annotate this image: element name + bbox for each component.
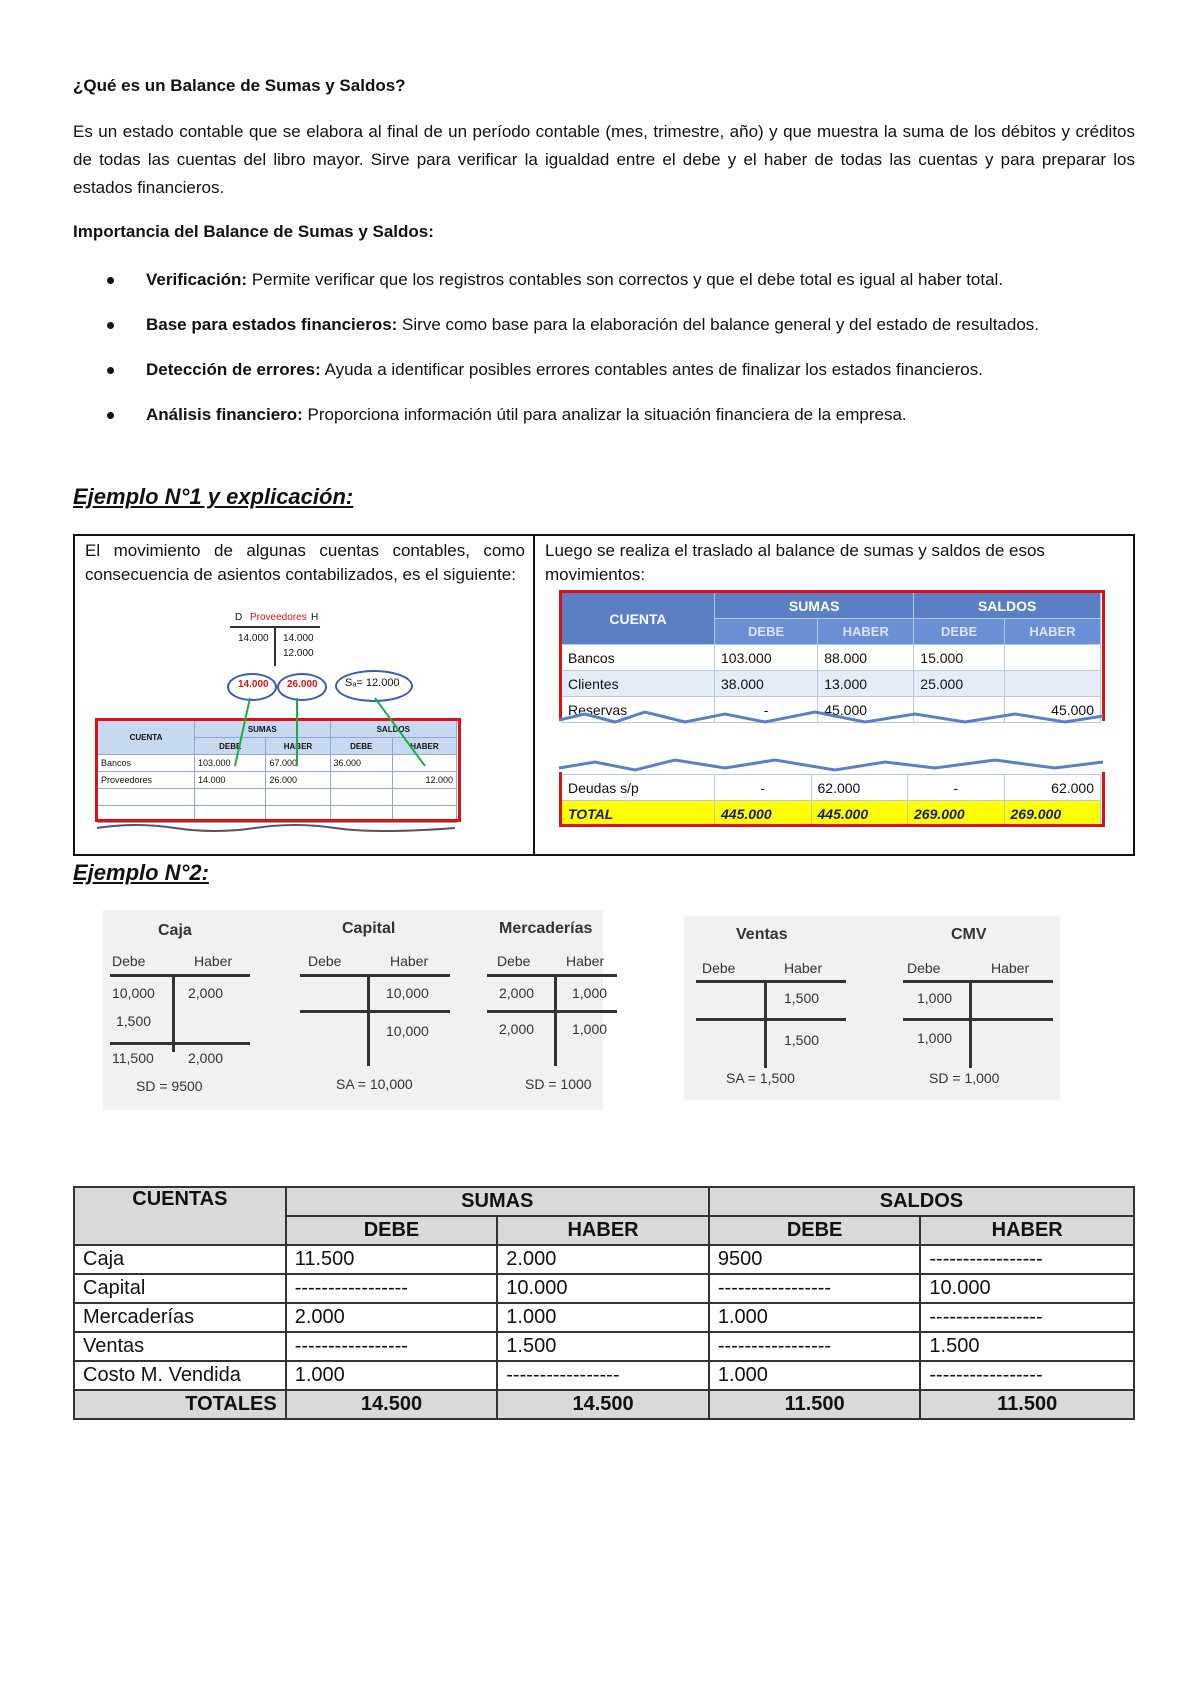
total-cell: 14.500 [286, 1390, 498, 1419]
bb-h-sumas: SUMAS [715, 593, 914, 619]
table-cell: 25.000 [914, 671, 1005, 697]
bb-h-debe: DEBE [914, 619, 1005, 645]
debe-label: Debe [112, 953, 146, 969]
table-cell: ----------------- [709, 1274, 921, 1303]
t-account-caja [110, 920, 260, 1100]
table-cell: ----------------- [286, 1332, 498, 1361]
example1-right-text: Luego se realiza el traslado al balance de sumas y saldos de esos movimientos: [545, 541, 1045, 584]
saldo-value: SD = 1,000 [929, 1070, 1000, 1086]
table-cell: 1.000 [709, 1361, 921, 1390]
sb-h-haber: HABER [266, 738, 330, 755]
header-haber: HABER [497, 1216, 709, 1245]
table-cell: 1.500 [497, 1332, 709, 1361]
table-row [74, 1361, 1134, 1390]
table-cell: 45.000 [1004, 697, 1100, 723]
table-cell: 9500 [709, 1245, 921, 1274]
table-cell: ----------------- [920, 1361, 1134, 1390]
haber-value: 2,000 [188, 985, 224, 1001]
bullet-text: Ayuda a identificar posibles errores contables antes de finalizar los estados financieros. [320, 360, 983, 379]
table-cell: 1.000 [286, 1361, 498, 1390]
haber-value: 1,500 [784, 990, 820, 1006]
table-cell: 103.000 [195, 755, 266, 772]
table-cell: ----------------- [920, 1303, 1134, 1332]
t-account-ventas [696, 924, 866, 1094]
sb-h-saldos: SALDOS [330, 721, 456, 738]
account-name: Caja [158, 922, 192, 939]
header-cuentas: CUENTAS [74, 1187, 286, 1245]
table-row [74, 1274, 1134, 1303]
account-name: CMV [951, 926, 987, 943]
table-cell: 26.000 [266, 772, 330, 789]
t-account-debe-1: 14.000 [238, 633, 269, 644]
bullet-icon [107, 412, 114, 419]
table-cell: 1.500 [920, 1332, 1134, 1361]
bullet-term: Análisis financiero: [146, 405, 303, 424]
arrows-overlay [75, 536, 533, 854]
table-cell: 62.000 [811, 775, 908, 801]
saldo-value: SA = 1,500 [726, 1070, 795, 1086]
table-cell: 11.500 [286, 1245, 498, 1274]
t-account-haber-1: 14.000 [283, 633, 314, 644]
table-cell: ----------------- [286, 1274, 498, 1303]
table-cell: 88.000 [818, 645, 914, 671]
header-saldos: SALDOS [709, 1187, 1134, 1216]
table-cell: Deudas s/p [562, 775, 715, 801]
debe-label: Debe [702, 960, 736, 976]
example1-right-panel [535, 536, 1133, 854]
table-cell: ----------------- [920, 1245, 1134, 1274]
t-vline [367, 974, 370, 1066]
haber-total: 2,000 [188, 1050, 224, 1066]
table-cell: 67.000 [266, 755, 330, 772]
haber-total: 10,000 [386, 1023, 429, 1039]
debe-value: 1,000 [917, 990, 953, 1006]
table-cell: 38.000 [715, 671, 818, 697]
sb-h-sumas: SUMAS [195, 721, 331, 738]
t-hline [903, 980, 1053, 983]
sb-h-haber: HABER [392, 738, 456, 755]
importance-title: Importancia del Balance de Sumas y Saldos: [73, 222, 434, 241]
bullet-icon [107, 367, 114, 374]
table-cell: 15.000 [914, 645, 1005, 671]
haber-label: Haber [390, 953, 429, 969]
t-vline [764, 980, 767, 1068]
table-cell: Mercaderías [74, 1303, 286, 1332]
header-sumas: SUMAS [286, 1187, 709, 1216]
bullet-text: Sirve como base para la elaboración del balance general y del estado de resultados. [397, 315, 1040, 334]
table-cell: Costo M. Vendida [74, 1361, 286, 1390]
table-cell: 1.000 [497, 1303, 709, 1332]
table-cell: Clientes [562, 671, 715, 697]
t-vline [554, 974, 557, 1066]
bullet-text: Proporciona información útil para analizar la situación financiera de la empresa. [302, 405, 907, 424]
account-name: Ventas [736, 926, 788, 943]
table-cell: Proveedores [98, 772, 195, 789]
example1-left-panel [75, 536, 535, 854]
table-row [74, 1332, 1134, 1361]
total-cell: 11.500 [709, 1390, 921, 1419]
table-cell: 445.000 [811, 801, 908, 827]
table-row [74, 1245, 1134, 1274]
table-cell: Bancos [98, 755, 195, 772]
bb-h-haber: HABER [818, 619, 914, 645]
bb-h-saldos: SALDOS [914, 593, 1101, 619]
example1-left-text: El movimiento de algunas cuentas contables, como consecuencia de asientos contabilizados, es el siguiente: [85, 541, 525, 584]
t-account-mercaderias [487, 918, 627, 1098]
table-cell: Capital [74, 1274, 286, 1303]
t-hline [696, 980, 846, 983]
haber-label: Haber [566, 953, 605, 969]
total-cell: 11.500 [920, 1390, 1134, 1419]
haber-total: 1,000 [572, 1021, 608, 1037]
bullet-term: Detección de errores: [146, 360, 321, 379]
table-cell: Bancos [562, 645, 715, 671]
t-vline [172, 974, 175, 1052]
table-cell: 445.000 [715, 801, 812, 827]
header-haber: HABER [920, 1216, 1134, 1245]
t-account-cmv [903, 924, 1063, 1094]
t-account-name: Proveedores [250, 612, 307, 623]
debe-label: Debe [497, 953, 531, 969]
saldo-value: SA = 10,000 [336, 1076, 413, 1092]
bullet-term: Base para estados financieros: [146, 315, 398, 334]
haber-label: Haber [194, 953, 233, 969]
t-hline [110, 974, 250, 977]
sb-h-debe: DEBE [195, 738, 266, 755]
table-cell: - [715, 775, 812, 801]
t-account-capital [300, 918, 460, 1098]
table-cell: Caja [74, 1245, 286, 1274]
example1-title: Ejemplo N°1 y explicación: [73, 484, 354, 509]
balance-table [73, 1186, 1135, 1420]
table-cell: 45.000 [818, 697, 914, 723]
table-cell: 36.000 [330, 755, 392, 772]
table-cell: 13.000 [818, 671, 914, 697]
example2-title: Ejemplo N°2: [73, 860, 209, 885]
bullet-text: Permite verificar que los registros contables son correctos y que el debe total es igual al haber total. [247, 270, 1004, 289]
table-row [562, 775, 1101, 801]
table-cell: ----------------- [709, 1332, 921, 1361]
list-item [73, 266, 1135, 294]
saldo-value: SD = 9500 [136, 1078, 203, 1094]
bb-h-haber: HABER [1004, 619, 1100, 645]
account-name: Capital [342, 920, 396, 937]
table-cell: 269.000 [1004, 801, 1101, 827]
sum-debe-value: 14.000 [238, 679, 269, 690]
debe-label: Debe [308, 953, 342, 969]
list-item [73, 356, 1135, 384]
haber-value: 10,000 [386, 985, 429, 1001]
t-hline [300, 1010, 450, 1013]
t-vline [969, 980, 972, 1068]
totals-row [74, 1390, 1134, 1419]
header-debe: DEBE [709, 1216, 921, 1245]
big-balance-table-bottom [561, 774, 1101, 827]
haber-label: Haber [991, 960, 1030, 976]
table-cell: 10.000 [497, 1274, 709, 1303]
total-cell: 14.500 [497, 1390, 709, 1419]
header-debe: DEBE [286, 1216, 498, 1245]
bullet-term: Verificación: [146, 270, 248, 289]
t-hline [487, 974, 617, 977]
debe-total: 1,000 [917, 1030, 953, 1046]
bb-h-cuenta: CUENTA [562, 593, 715, 645]
question-title: ¿Qué es un Balance de Sumas y Saldos? [73, 76, 406, 95]
haber-label: Haber [784, 960, 823, 976]
table-cell: 14.000 [195, 772, 266, 789]
haber-total: 1,500 [784, 1032, 820, 1048]
table-cell: 2.000 [286, 1303, 498, 1332]
debe-total: 11,500 [112, 1050, 154, 1066]
t-account-h: H [311, 612, 319, 623]
sum-haber-value: 26.000 [287, 679, 318, 690]
table-cell: 62.000 [1004, 775, 1101, 801]
saldo-value: Sₐ= 12.000 [345, 677, 400, 689]
t-account-haber-2: 12.000 [283, 648, 314, 659]
t-hline [903, 1018, 1053, 1021]
table-row [562, 801, 1101, 827]
t-hline [696, 1018, 846, 1021]
table-cell: 10.000 [920, 1274, 1134, 1303]
haber-value: 1,000 [572, 985, 608, 1001]
table-cell: TOTAL [562, 801, 715, 827]
debe-label: Debe [907, 960, 941, 976]
sb-h-cuenta: CUENTA [98, 721, 195, 755]
table-row [74, 1303, 1134, 1332]
totals-label: TOTALES [74, 1390, 286, 1419]
table-cell: Reservas [562, 697, 715, 723]
intro-paragraph: Es un estado contable que se elabora al final de un período contable (mes, trimestre, año) y que muestra la suma de los débitos y créditos de todas las cuentas del libro mayor. Sirve para verificar la igualdad entre el debe y el haber de todas las cuentas y para preparar los estados financieros. [73, 122, 1135, 197]
account-name: Mercaderías [499, 920, 593, 937]
debe-value: 10,000 [112, 985, 155, 1001]
table-cell: 103.000 [715, 645, 818, 671]
t-hline [487, 1010, 617, 1013]
table-cell: 12.000 [392, 772, 456, 789]
bullet-icon [107, 277, 114, 284]
debe-value: 2,000 [499, 985, 535, 1001]
t-hline [110, 1042, 250, 1045]
debe-value: 1,500 [116, 1013, 152, 1029]
t-hline [300, 974, 450, 977]
table-cell: - [908, 775, 1005, 801]
list-item [73, 311, 1135, 339]
bullet-icon [107, 322, 114, 329]
table-cell: 1.000 [709, 1303, 921, 1332]
example1-box [73, 534, 1135, 856]
table-cell: ----------------- [497, 1361, 709, 1390]
t-account-d: D [235, 612, 243, 623]
table-cell: Ventas [74, 1332, 286, 1361]
sb-h-debe: DEBE [330, 738, 392, 755]
table-cell: - [715, 697, 818, 723]
list-item [73, 401, 1135, 429]
table-cell: 269.000 [908, 801, 1005, 827]
importance-list [73, 266, 1135, 446]
table-cell: 2.000 [497, 1245, 709, 1274]
debe-total: 2,000 [499, 1021, 535, 1037]
saldo-value: SD = 1000 [525, 1076, 592, 1092]
bb-h-debe: DEBE [715, 619, 818, 645]
